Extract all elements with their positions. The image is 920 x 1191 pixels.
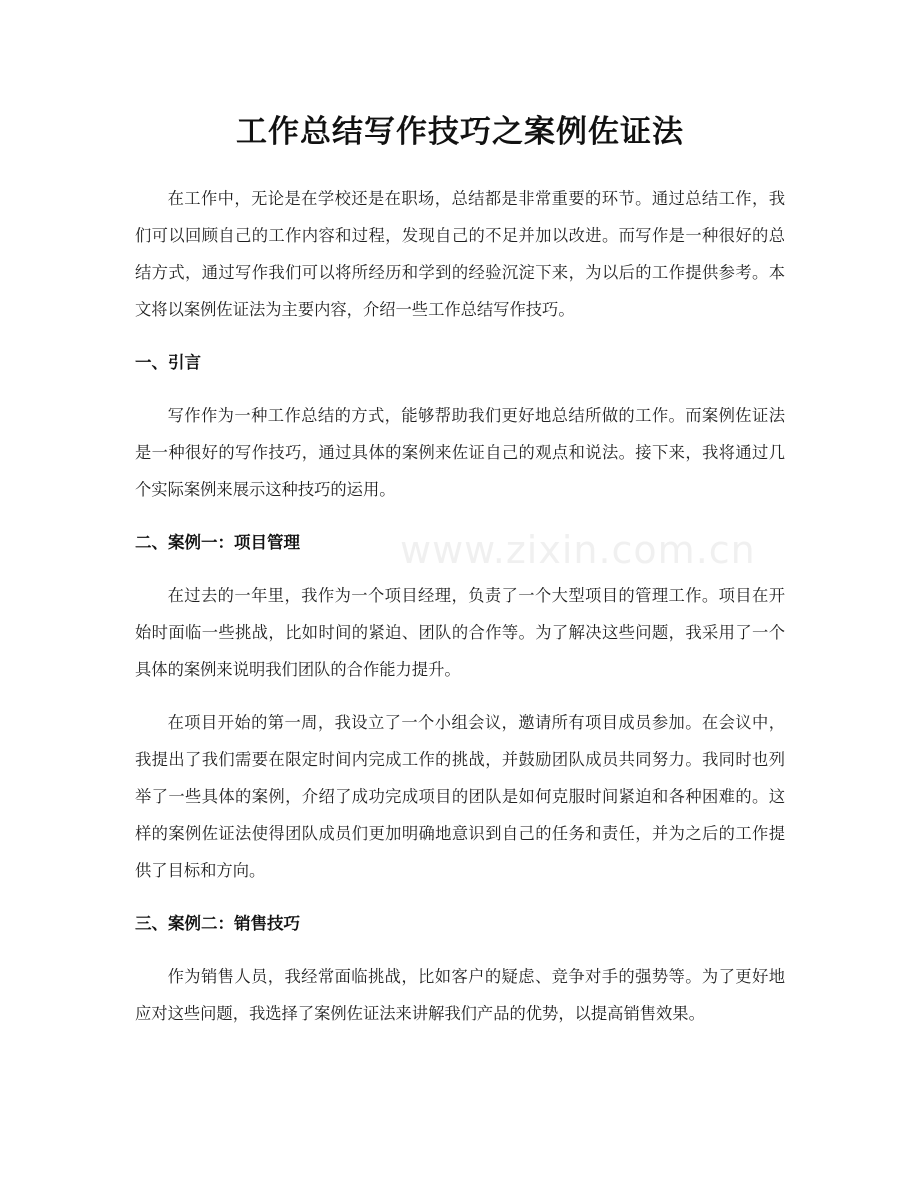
spacer [135,688,785,704]
spacer [135,508,785,524]
spacer [135,328,785,344]
spacer [135,942,785,958]
document-body [135,180,785,1032]
intro-paragraph: 在工作中，无论是在学校还是在职场，总结都是非常重要的环节。通过总结工作，我们可以回顾自己的工作内容和过程，发现自己的不足并加以改进。而写作是一种很好的总结方式，通过写作我们可以将所经历和学到的经验沉淀下来，为以后的工作提供参考。本文将以案例佐证法为主要内容，介绍一些工作总结写作技巧。 [135,189,785,319]
case1-paragraph-2: 在项目开始的第一周，我设立了一个小组会议，邀请所有项目成员参加。在会议中，我提出了我们需要在限定时间内完成工作的挑战，并鼓励团队成员共同努力。我同时也列举了一些具体的案例，介绍了成功完成项目的团队是如何克服时间紧迫和各种困难的。这样的案例佐证法使得团队成员们更加明确地意识到自己的任务和责任，并为之后的工作提供了目标和方向。 [135,713,785,880]
section-heading-case1: 二、案例一：项目管理 [135,533,300,552]
preface-paragraph: 写作作为一种工作总结的方式，能够帮助我们更好地总结所做的工作。而案例佐证法是一种很好的写作技巧，通过具体的案例来佐证自己的观点和说法。接下来，我将通过几个实际案例来展示这种技巧的运用。 [135,406,785,499]
document-title: 工作总结写作技巧之案例佐证法 [236,114,684,150]
spacer [135,889,785,905]
section-heading-case2: 三、案例二：销售技巧 [135,914,300,933]
case1-paragraph-1: 在过去的一年里，我作为一个项目经理，负责了一个大型项目的管理工作。项目在开始时面临一些挑战，比如时间的紧迫、团队的合作等。为了解决这些问题，我采用了一个具体的案例来说明我们团队的合作能力提升。 [135,586,785,679]
section-heading-preface: 一、引言 [135,353,201,372]
spacer [135,561,785,577]
case2-paragraph-1: 作为销售人员，我经常面临挑战，比如客户的疑虑、竞争对手的强势等。为了更好地应对这些问题，我选择了案例佐证法来讲解我们产品的优势，以提高销售效果。 [135,967,785,1023]
spacer [135,381,785,397]
watermark: www.zixin.com.cn [400,528,756,572]
